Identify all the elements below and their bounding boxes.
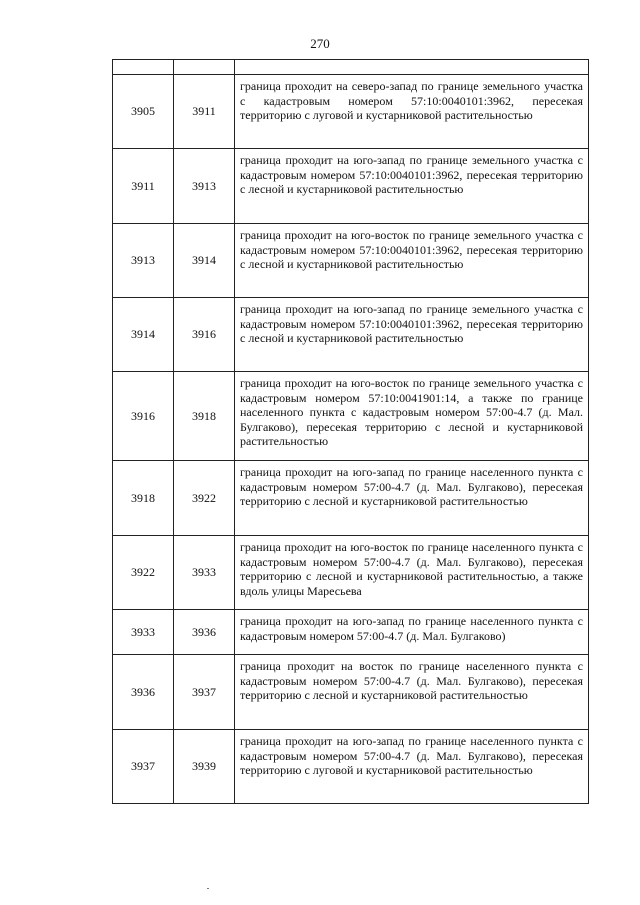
point-from: 3911 <box>113 149 174 224</box>
point-to: 3916 <box>174 298 235 372</box>
point-to: 3914 <box>174 224 235 298</box>
boundary-description-text: граница проходит на северо-запад по границе земельного участка с кадастровым номером 57:10:0040101:3962, пересекая территорию с луговой и кустарниковой растительностью <box>240 79 583 122</box>
boundary-description-text: граница проходит на восток по границе населенного пункта с кадастровым номером 57:00-4.7 (д. Мал. Булгаково), пересекая территорию с лесной и кустарниковой растительностью <box>240 659 583 702</box>
table-row <box>113 536 589 610</box>
table-row <box>113 224 589 298</box>
point-to: 3936 <box>174 610 235 655</box>
boundary-description <box>235 730 589 804</box>
point-to: 3937 <box>174 655 235 730</box>
boundary-description-text: граница проходит на юго-восток по границе земельного участка с кадастровым номером 57:10:0041901:14, а также по границе населенного пункта с кадастровым номером 57:00-4.7 (д. Мал. Булгаково), пересекая территорию с лесной и кустарниковой растительностью <box>240 376 583 448</box>
table-header-row <box>113 60 589 75</box>
table-row <box>113 149 589 224</box>
boundary-description-text: граница проходит на юго-восток по границе населенного пункта с кадастровым номером 57:00-4.7 (д. Мал. Булгаково), пересекая территорию с лесной и кустарниковой растительностью, а также вдоль улицы Маресьева <box>240 540 583 598</box>
table-row <box>113 730 589 804</box>
point-from: 3905 <box>113 75 174 149</box>
header-cell-from <box>113 60 174 75</box>
boundary-description-text: граница проходит на юго-запад по границе населенного пункта с кадастровым номером 57:00-4.7 (д. Мал. Булгаково), пересекая территорию с луговой и кустарниковой растительностью <box>240 734 583 777</box>
boundary-description <box>235 149 589 224</box>
boundary-description <box>235 372 589 461</box>
point-to: 3913 <box>174 149 235 224</box>
point-to: 3939 <box>174 730 235 804</box>
boundary-description-text: граница проходит на юго-восток по границе земельного участка с кадастровым номером 57:10:0040101:3962, пересекая территорию с лесной и кустарниковой растительностью <box>240 228 583 271</box>
point-from: 3914 <box>113 298 174 372</box>
point-from: 3933 <box>113 610 174 655</box>
header-cell-description <box>235 60 589 75</box>
header-cell-to <box>174 60 235 75</box>
table-row <box>113 75 589 149</box>
boundary-description-text: граница проходит на юго-запад по границе населенного пункта с кадастровым номером 57:00-4.7 (д. Мал. Булгаково) <box>240 614 583 643</box>
table-row <box>113 610 589 655</box>
point-to: 3922 <box>174 461 235 536</box>
table-row <box>113 298 589 372</box>
point-from: 3913 <box>113 224 174 298</box>
point-to: 3911 <box>174 75 235 149</box>
boundary-description-text: граница проходит на юго-запад по границе земельного участка с кадастровым номером 57:10:0040101:3962, пересекая территорию с лесной и кустарниковой растительностью <box>240 302 583 345</box>
boundary-description-text: граница проходит на юго-запад по границе населенного пункта с кадастровым номером 57:00-4.7 (д. Мал. Булгаково), пересекая территорию с лесной и кустарниковой растительностью <box>240 465 583 508</box>
point-to: 3918 <box>174 372 235 461</box>
point-from: 3918 <box>113 461 174 536</box>
boundary-description <box>235 298 589 372</box>
table-row <box>113 461 589 536</box>
scan-speck <box>207 888 209 889</box>
point-to: 3933 <box>174 536 235 610</box>
boundary-description-text: граница проходит на юго-запад по границе земельного участка с кадастровым номером 57:10:0040101:3962, пересекая территорию с лесной и кустарниковой растительностью <box>240 153 583 196</box>
boundary-description <box>235 224 589 298</box>
page-number: 270 <box>310 36 330 51</box>
boundary-description <box>235 536 589 610</box>
table-row <box>113 372 589 461</box>
table-row <box>113 655 589 730</box>
point-from: 3916 <box>113 372 174 461</box>
point-from: 3922 <box>113 536 174 610</box>
boundary-description <box>235 610 589 655</box>
boundary-description-table <box>112 59 589 804</box>
point-from: 3937 <box>113 730 174 804</box>
boundary-description <box>235 461 589 536</box>
boundary-description <box>235 655 589 730</box>
boundary-description <box>235 75 589 149</box>
point-from: 3936 <box>113 655 174 730</box>
